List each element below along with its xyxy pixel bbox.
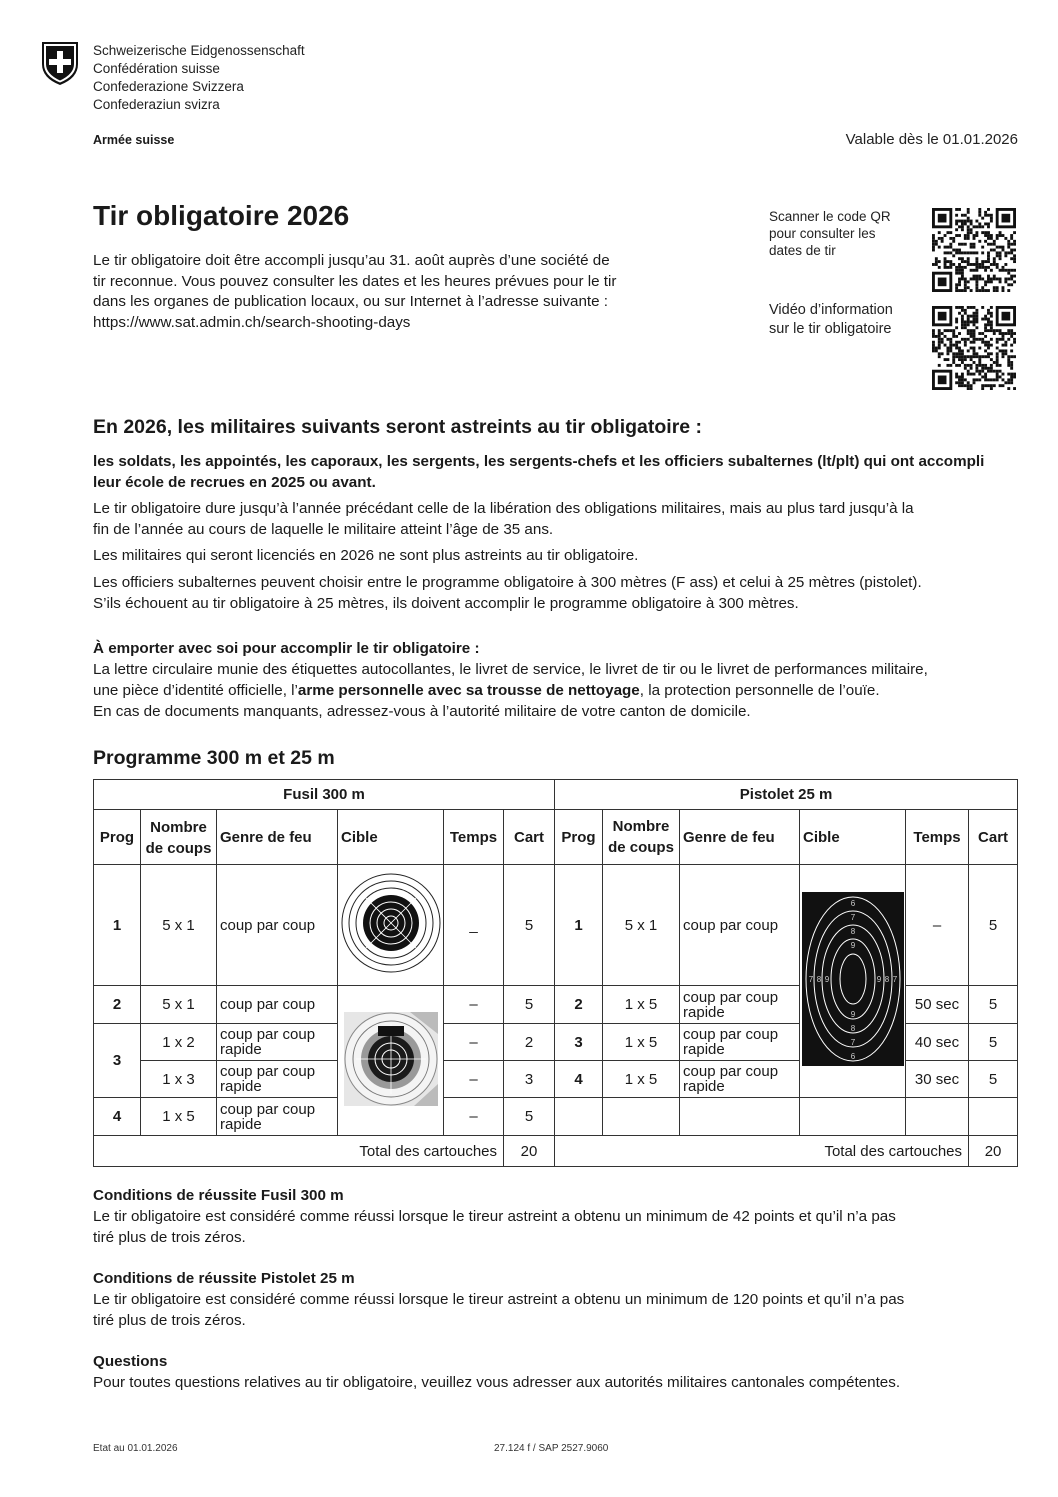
pistolet-cart: 5 <box>969 1024 1018 1061</box>
pistolet-nombre: 1 x 5 <box>603 1024 680 1061</box>
col-temps: Temps <box>906 810 969 865</box>
pistolet-prog: 3 <box>555 1024 603 1061</box>
confederation-names <box>93 42 305 114</box>
empty-cell <box>906 1098 969 1136</box>
questions-block <box>93 1351 1023 1393</box>
target-number: 9 <box>850 1010 855 1019</box>
col-nombre-l1: Nombre <box>612 818 670 835</box>
programme-heading: Programme 300 m et 25 m <box>93 747 335 769</box>
astreints-bold-text <box>93 451 1023 493</box>
paragraph-line: Le tir obligatoire dure jusqu’à l’année précédant celle de la libération des obligations militaires, mais au plus tard jusqu’à la <box>93 500 914 517</box>
pistolet-cart: 5 <box>969 865 1018 986</box>
empty-cell <box>969 1098 1018 1136</box>
table-row <box>94 865 1018 986</box>
target-pistol-cell <box>800 865 906 1098</box>
armee-label: Armée suisse <box>93 133 175 147</box>
fusil-cart: 3 <box>504 1061 555 1098</box>
pistolet-genre: coup par coup <box>680 865 800 986</box>
pistolet-prog: 2 <box>555 986 603 1024</box>
emporter-block <box>93 638 1023 722</box>
empty-cell <box>680 1098 800 1136</box>
pistolet-nombre: 1 x 5 <box>603 986 680 1024</box>
cond-fusil-block <box>93 1185 1023 1248</box>
cond-line: Le tir obligatoire est considéré comme réussi lorsque le tireur astreint a obtenu un minimum de 120 points et qu’il n’a pas <box>93 1291 905 1308</box>
target-number: 6 <box>850 1052 855 1061</box>
fusil-temps: – <box>444 1024 504 1061</box>
confed-line: Schweizerische Eidgenossenschaft <box>93 43 305 58</box>
intro-line: Le tir obligatoire doit être accompli jusqu’au 31. août auprès d’une société de <box>93 252 610 269</box>
target-a-cell <box>338 865 444 986</box>
fusil-total: 20 <box>504 1136 555 1167</box>
emporter-line <box>93 680 1023 701</box>
target-b-cell <box>338 986 444 1136</box>
pistolet-nombre: 1 x 5 <box>603 1061 680 1098</box>
footer-ref: 27.124 f / SAP 2527.9060 <box>494 1443 609 1454</box>
col-nombre-l2: de coups <box>608 839 674 856</box>
cond-line: tiré plus de trois zéros. <box>93 1312 246 1329</box>
target-number: 7 <box>892 975 897 984</box>
qr2-caption-line: Vidéo d’information <box>769 302 893 318</box>
pistolet-cart: 5 <box>969 1061 1018 1098</box>
pistolet-temps: 50 sec <box>906 986 969 1024</box>
target-number: 7 <box>808 975 813 984</box>
paragraph-line: S’ils échouent au tir obligatoire à 25 mètres, ils doivent accomplir le programme obligatoire à 300 mètres. <box>93 595 799 612</box>
emporter-bold: arme personnelle avec sa trousse de nettoyage <box>297 682 640 699</box>
col-cart: Cart <box>504 810 555 865</box>
target-number: 6 <box>850 899 855 908</box>
cond-pistolet-heading: Conditions de réussite Pistolet 25 m <box>93 1270 355 1287</box>
col-prog: Prog <box>555 810 603 865</box>
intro-text <box>93 251 693 333</box>
page-title: Tir obligatoire 2026 <box>93 200 350 231</box>
pistolet-prog: 4 <box>555 1061 603 1098</box>
fusil-nombre: 5 x 1 <box>141 986 217 1024</box>
pistolet-genre: coup par coup rapide <box>680 1061 800 1098</box>
col-prog: Prog <box>94 810 141 865</box>
duration-paragraph <box>93 498 1023 540</box>
fusil-total-label: Total des cartouches <box>94 1136 504 1167</box>
target-pistol-icon <box>802 892 904 1066</box>
fusil-temps: – <box>444 1098 504 1136</box>
col-genre: Genre de feu <box>680 810 800 865</box>
questions-text: Pour toutes questions relatives au tir obligatoire, veuillez vous adresser aux autorités militaires cantonales compétentes. <box>93 1374 901 1391</box>
fusil-genre: coup par coup <box>217 865 338 986</box>
target-number: 8 <box>884 975 889 984</box>
target-number: 9 <box>876 975 881 984</box>
qr2-caption-line: sur le tir obligatoire <box>769 321 892 337</box>
emporter-text: , la protection personnelle de l’ouïe. <box>639 682 880 699</box>
fusil-nombre: 1 x 3 <box>141 1061 217 1098</box>
fusil-cart: 2 <box>504 1024 555 1061</box>
confed-line: Confederazione Svizzera <box>93 79 244 94</box>
col-nombre <box>603 810 680 865</box>
pistolet-temps: – <box>906 865 969 986</box>
officiers-paragraph <box>93 572 1023 614</box>
qr1-caption-line: pour consulter les <box>769 226 876 241</box>
col-genre: Genre de feu <box>217 810 338 865</box>
intro-url[interactable]: https://www.sat.admin.ch/search-shooting-days <box>93 313 411 331</box>
footer-date: Etat au 01.01.2026 <box>93 1443 178 1454</box>
empty-cell <box>603 1098 680 1136</box>
qr-code-info-video[interactable] <box>932 306 1016 390</box>
fusil-genre: coup par coup rapide <box>217 1061 338 1098</box>
fusil-genre: coup par coup <box>217 986 338 1024</box>
cond-fusil-heading: Conditions de réussite Fusil 300 m <box>93 1187 344 1204</box>
fusil-temps: – <box>444 1061 504 1098</box>
fusil-nombre: 1 x 2 <box>141 1024 217 1061</box>
target-b-icon <box>340 1004 442 1114</box>
col-cible: Cible <box>800 810 906 865</box>
bold-line: les soldats, les appointés, les caporaux, les sergents, les sergents-chefs et les officiers subalternes (lt/plt) qui ont accompli <box>93 453 985 470</box>
pistolet-total: 20 <box>969 1136 1018 1167</box>
fusil-prog: 2 <box>94 986 141 1024</box>
pistolet-cart: 5 <box>969 986 1018 1024</box>
questions-heading: Questions <box>93 1353 168 1370</box>
col-nombre <box>141 810 217 865</box>
target-number: 9 <box>824 975 829 984</box>
fusil-prog: 4 <box>94 1098 141 1136</box>
fusil-genre: coup par coup rapide <box>217 1024 338 1061</box>
pistolet-genre: coup par coup rapide <box>680 1024 800 1061</box>
fusil-prog: 3 <box>94 1024 141 1098</box>
target-a-icon <box>341 873 441 973</box>
emporter-heading: À emporter avec soi pour accomplir le tir obligatoire : <box>93 640 480 657</box>
col-cart: Cart <box>969 810 1018 865</box>
programme-table <box>93 779 1018 1167</box>
fusil-temps: – <box>444 986 504 1024</box>
confed-line: Confederaziun svizra <box>93 97 220 112</box>
target-number: 8 <box>850 927 855 936</box>
qr-code-shooting-dates[interactable] <box>932 208 1016 292</box>
target-number: 7 <box>850 1038 855 1047</box>
intro-line: tir reconnue. Vous pouvez consulter les dates et les heures prévues pour le tir <box>93 272 617 290</box>
cond-pistolet-block <box>93 1268 1023 1331</box>
fusil-nombre: 1 x 5 <box>141 1098 217 1136</box>
empty-cell <box>800 1098 906 1136</box>
fusil-temps: _ <box>444 865 504 986</box>
pistolet-total-label: Total des cartouches <box>555 1136 969 1167</box>
qr2-caption <box>769 301 893 339</box>
target-number: 8 <box>816 975 821 984</box>
fusil-prog: 1 <box>94 865 141 986</box>
cond-line: tiré plus de trois zéros. <box>93 1229 246 1246</box>
target-number: 8 <box>850 1024 855 1033</box>
totals-row <box>94 1136 1018 1167</box>
pistolet-header: Pistolet 25 m <box>555 780 1018 810</box>
confed-line: Confédération suisse <box>93 61 220 76</box>
section-heading-astreints: En 2026, les militaires suivants seront astreints au tir obligatoire : <box>93 416 703 438</box>
emporter-text: une pièce d’identité officielle, l’ <box>93 682 298 699</box>
bold-line: leur école de recrues en 2025 ou avant. <box>93 474 376 491</box>
pistolet-genre: coup par coup rapide <box>680 986 800 1024</box>
qr1-caption-line: Scanner le code QR <box>769 209 891 224</box>
paragraph-line: Les officiers subalternes peuvent choisir entre le programme obligatoire à 300 mètres (F ass) et celui à 25 mètres (pistolet). <box>93 574 922 591</box>
valid-date: Valable dès le 01.01.2026 <box>845 131 1018 148</box>
pistolet-nombre: 5 x 1 <box>603 865 680 986</box>
intro-line: dans les organes de publication locaux, ou sur Internet à l’adresse suivante : <box>93 293 609 310</box>
qr1-caption-line: dates de tir <box>769 243 836 258</box>
fusil-cart: 5 <box>504 1098 555 1136</box>
qr1-caption <box>769 208 891 259</box>
emporter-line: La lettre circulaire munie des étiquettes autocollantes, le livret de service, le livret de tir ou le livret de performances militaire, <box>93 661 928 678</box>
target-number: 9 <box>850 941 855 950</box>
fusil-cart: 5 <box>504 986 555 1024</box>
target-number: 7 <box>850 913 855 922</box>
col-cible: Cible <box>338 810 444 865</box>
table-row <box>94 1098 1018 1136</box>
swiss-coat-of-arms-logo <box>40 40 80 86</box>
pistolet-prog: 1 <box>555 865 603 986</box>
col-temps: Temps <box>444 810 504 865</box>
col-nombre-l1: Nombre <box>150 819 207 836</box>
empty-cell <box>555 1098 603 1136</box>
fusil-cart: 5 <box>504 865 555 986</box>
fusil-nombre: 5 x 1 <box>141 865 217 986</box>
col-nombre-l2: de coups <box>145 840 212 857</box>
cond-line: Le tir obligatoire est considéré comme réussi lorsque le tireur astreint a obtenu un minimum de 42 points et qu’il n’a pas <box>93 1208 896 1225</box>
emporter-line: En cas de documents manquants, adressez-vous à l’autorité militaire de votre canton de domicile. <box>93 703 751 720</box>
pistolet-temps: 30 sec <box>906 1061 969 1098</box>
licencies-paragraph: Les militaires qui seront licenciés en 2026 ne sont plus astreints au tir obligatoire. <box>93 547 639 564</box>
pistolet-temps: 40 sec <box>906 1024 969 1061</box>
paragraph-line: fin de l’année au cours de laquelle le militaire atteint l’âge de 35 ans. <box>93 521 554 538</box>
fusil-genre: coup par coup rapide <box>217 1098 338 1136</box>
fusil-header: Fusil 300 m <box>94 780 555 810</box>
